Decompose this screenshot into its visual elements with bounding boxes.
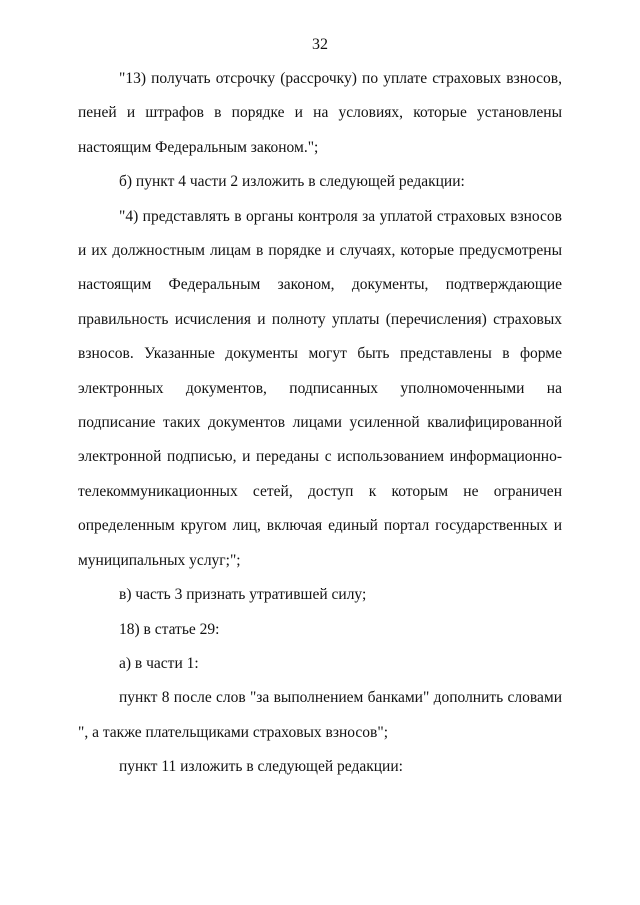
paragraph-point-11: пункт 11 изложить в следующей редакции:: [119, 758, 403, 776]
paragraph-subitem-b: б) пункт 4 части 2 изложить в следующей редакции:: [119, 173, 465, 191]
document-body: [78, 62, 562, 785]
paragraph-subitem-a: а) в части 1:: [119, 654, 199, 672]
page-number: 32: [312, 36, 328, 53]
paragraph-item-13: "13) получать отсрочку (рассрочку) по уплате страховых взносов, пеней и штрафов в порядке и на условиях, которые установлены настоящим Федеральным законом.";: [78, 70, 562, 156]
paragraph-point-8: пункт 8 после слов "за выполнением банками" дополнить словами ", а также плательщиками страховых взносов";: [78, 689, 562, 741]
paragraph-item-18: 18) в статье 29:: [119, 620, 220, 638]
paragraph-item-4: "4) представлять в органы контроля за уплатой страховых взносов и их должностным лицам в порядке и случаях, которые предусмотрены настоящим Федеральным законом, документы, подтверждающие правильность исчисления и полноту уплаты (перечисления) страховых взносов. Указанные документы могут быть представлены в форме электронных документов, подписанных уполномоченными на подписание таких документов лицами усиленной квалифицированной электронной подписью, и переданы с использованием информационно-телекоммуникационных сетей, доступ к которым не ограничен определенным кругом лиц, включая единый портал государственных и муниципальных услуг;";: [78, 207, 562, 569]
paragraph-subitem-v: в) часть 3 признать утратившей силу;: [119, 586, 367, 604]
